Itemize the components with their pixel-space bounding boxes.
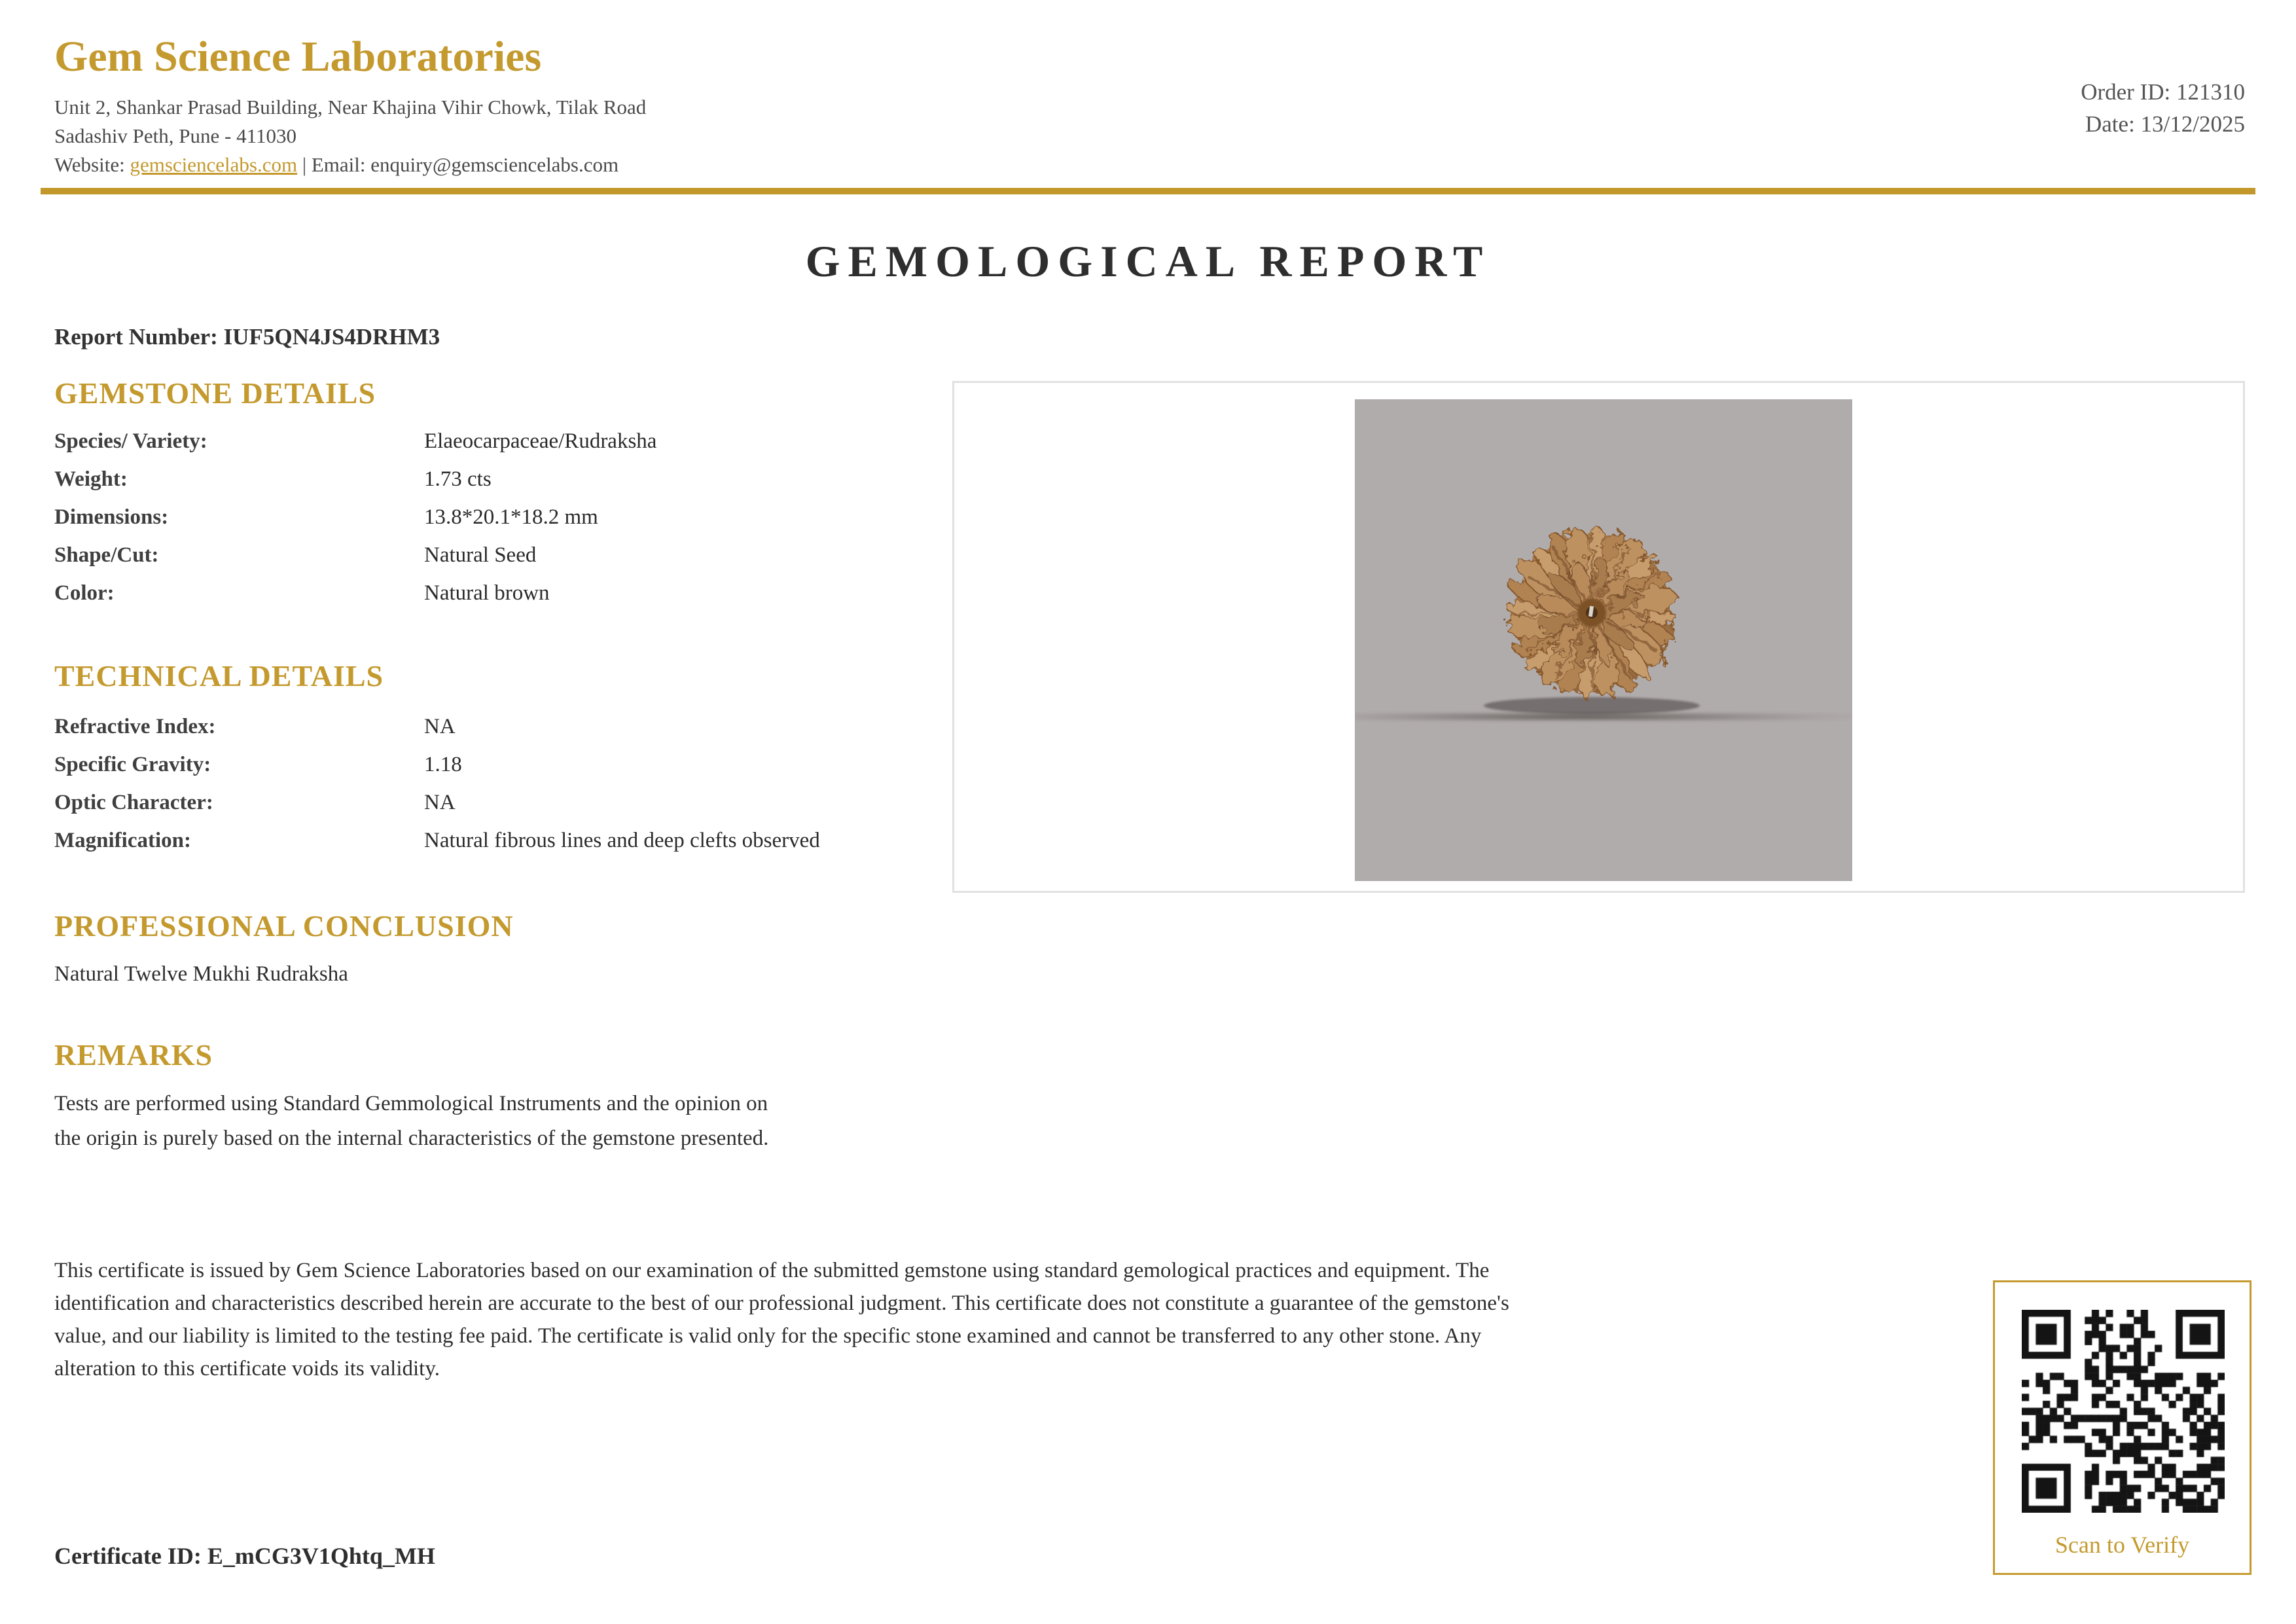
company-contact-line — [54, 153, 619, 177]
table-row — [54, 753, 931, 791]
section-heading-technical-details: TECHNICAL DETAILS — [54, 659, 384, 693]
table-row — [54, 429, 931, 467]
website-link[interactable]: gemsciencelabs.com — [130, 153, 298, 176]
section-heading-gemstone-details: GEMSTONE DETAILS — [54, 376, 376, 410]
disclaimer-line: value, and our liability is limited to the testing fee paid. The certificate is valid only for the specific stone examined and cannot be transferred to any other stone. Any — [54, 1324, 1482, 1348]
table-row — [54, 791, 931, 829]
table-row — [54, 829, 931, 867]
remarks-line: Tests are performed using Standard Gemmological Instruments and the opinion on — [54, 1092, 768, 1115]
email-label: Email: — [311, 153, 371, 176]
detail-value: Natural brown — [424, 581, 550, 605]
detail-label: Color: — [54, 581, 115, 605]
order-id-label: Order ID: — [2081, 79, 2176, 105]
page-title: GEMOLOGICAL REPORT — [805, 236, 1491, 286]
certificate-id-value: E_mCG3V1Qhtq_MH — [207, 1543, 435, 1569]
disclaimer-text — [54, 1254, 1509, 1385]
website-label: Website: — [54, 153, 130, 176]
gemstone-details-table — [54, 429, 931, 619]
report-number-label: Report Number: — [54, 324, 224, 350]
table-row — [54, 543, 931, 581]
disclaimer-line: identification and characteristics described herein are accurate to the best of our professional judgment. This certificate does not constitute a guarantee of the gemstone's — [54, 1291, 1509, 1315]
date-value: 13/12/2025 — [2140, 111, 2245, 137]
report-number — [54, 324, 440, 350]
detail-value: Elaeocarpaceae/Rudraksha — [424, 429, 657, 453]
order-id-value: 121310 — [2176, 79, 2245, 105]
contact-divider: | — [297, 153, 312, 176]
detail-label: Optic Character: — [54, 791, 213, 814]
detail-label: Dimensions: — [54, 505, 169, 529]
gemstone-photo-frame — [952, 381, 2245, 893]
section-heading-professional-conclusion: PROFESSIONAL CONCLUSION — [54, 909, 514, 943]
company-address-line2: Sadashiv Peth, Pune - 411030 — [54, 124, 296, 147]
disclaimer-line: This certificate is issued by Gem Science Laboratories based on our examination of the submitted gemstone using standard gemological practices and equipment. The — [54, 1259, 1490, 1282]
table-row — [54, 467, 931, 505]
email-value: enquiry@gemsciencelabs.com — [370, 153, 619, 176]
remarks-text — [54, 1087, 768, 1156]
certificate-id-label: Certificate ID: — [54, 1543, 207, 1569]
gemstone-photo — [1355, 399, 1852, 881]
detail-label: Specific Gravity: — [54, 753, 211, 776]
qr-code — [2022, 1310, 2225, 1513]
certificate-id — [54, 1542, 435, 1570]
table-row — [54, 715, 931, 753]
table-row — [54, 505, 931, 543]
table-row — [54, 581, 931, 619]
detail-value: 1.73 cts — [424, 467, 492, 491]
detail-value: 13.8*20.1*18.2 mm — [424, 505, 598, 529]
detail-label: Weight: — [54, 467, 128, 491]
date-line — [2081, 108, 2245, 140]
seed-ground-shadow — [1355, 713, 1852, 721]
order-meta — [2081, 76, 2245, 140]
detail-value: NA — [424, 791, 456, 814]
section-heading-remarks: REMARKS — [54, 1038, 213, 1072]
company-name: Gem Science Laboratories — [54, 33, 542, 81]
detail-value: Natural Seed — [424, 543, 537, 567]
rudraksha-seed-graphic — [1473, 517, 1715, 720]
conclusion-text: Natural Twelve Mukhi Rudraksha — [54, 962, 348, 986]
qr-caption: Scan to Verify — [2054, 1532, 2190, 1558]
company-address-line1: Unit 2, Shankar Prasad Building, Near Khajina Vihir Chowk, Tilak Road — [54, 96, 647, 118]
detail-value: 1.18 — [424, 753, 462, 776]
remarks-line: the origin is purely based on the internal characteristics of the gemstone presented. — [54, 1127, 769, 1150]
technical-details-table — [54, 715, 931, 867]
rudraksha-seed-image — [1473, 517, 1715, 720]
detail-label: Shape/Cut: — [54, 543, 159, 567]
order-id-line — [2081, 76, 2245, 108]
date-label: Date: — [2085, 111, 2141, 137]
header-divider-bar — [41, 188, 2255, 194]
disclaimer-line: alteration to this certificate voids its validity. — [54, 1357, 440, 1380]
detail-label: Species/ Variety: — [54, 429, 207, 453]
detail-label: Magnification: — [54, 829, 191, 852]
detail-label: Refractive Index: — [54, 715, 216, 738]
report-number-value: IUF5QN4JS4DRHM3 — [223, 324, 440, 350]
qr-verify-box — [1993, 1280, 2251, 1575]
detail-value: Natural fibrous lines and deep clefts observed — [424, 829, 820, 852]
detail-value: NA — [424, 715, 456, 738]
